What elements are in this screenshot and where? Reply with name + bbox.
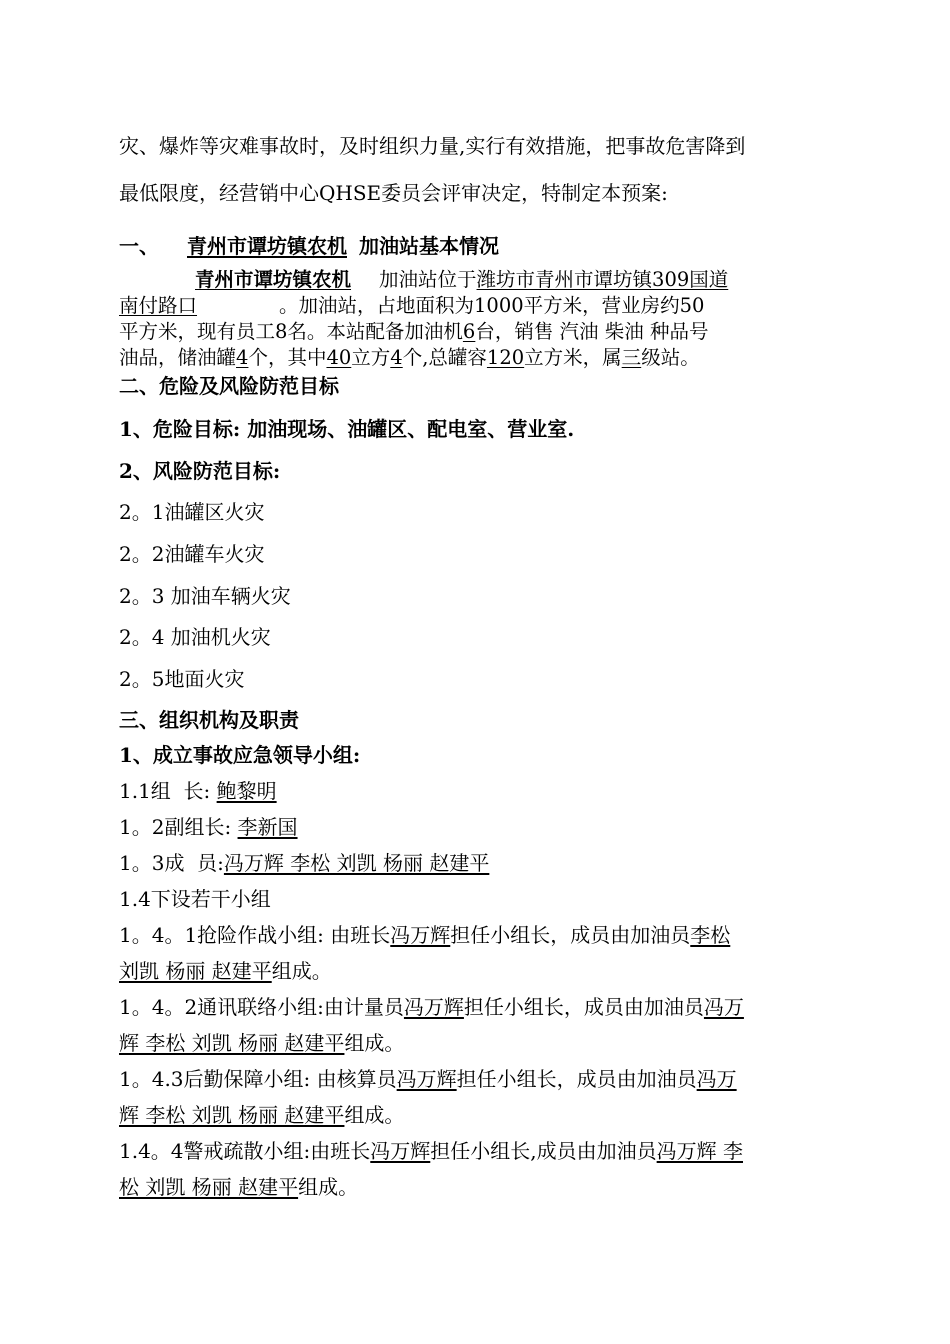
info-line-2 (119, 293, 704, 319)
leadership-group-heading: 1、成立事故应急领导小组: (119, 743, 361, 767)
group-1-members: 刘凯 杨丽 赵建平 (119, 959, 272, 983)
group-2-members: 辉 李松 刘凯 杨丽 赵建平 (119, 1031, 345, 1055)
info-pumps: 6 (462, 320, 476, 343)
info-address-1: 潍坊市青州市谭坊镇309国道 (476, 268, 729, 291)
group-1-role: 担任小组长，成员由加油员 (450, 923, 691, 947)
leader-line (119, 773, 277, 809)
info-belongs: 立方米，属 (524, 346, 622, 369)
group-3-label: 1。4.3后勤保障小组: 由核算员 (119, 1067, 397, 1091)
section-1-heading (119, 228, 499, 264)
leader-name: 鲍黎明 (216, 779, 277, 803)
deputy-name: 李新国 (237, 815, 298, 839)
danger-targets: 1、危险目标: 加油现场、油罐区、配电室、营业室. (119, 417, 575, 441)
info-grade: 三 (621, 346, 642, 369)
group-1-line-2 (119, 953, 332, 989)
group-3-line-2 (119, 1097, 404, 1133)
group-1-label: 1。4。1抢险作战小组: 由班长 (119, 923, 391, 947)
risk-item: 2。3 加油车辆火灾 (119, 584, 291, 608)
info-among: 个，其中 (248, 346, 327, 369)
intro-line-1: 灾、爆炸等灾难事故时，及时组织力量,实行有效措施，把事故危害降到 (119, 134, 746, 158)
section-2-heading: 二、危险及风险防范目标 (119, 374, 339, 398)
section-3-heading: 三、组织机构及职责 (119, 708, 299, 732)
group-2-role: 担任小组长，成员由加油员 (463, 995, 704, 1019)
group-1-end: 组成。 (271, 959, 332, 983)
info-line-3 (119, 319, 708, 345)
group-4-line-1 (119, 1133, 743, 1169)
group-2-line-2 (119, 1025, 404, 1061)
group-3-end: 组成。 (344, 1103, 405, 1127)
risk-item: 2。2油罐车火灾 (119, 542, 265, 566)
group-3-member: 冯万 (696, 1067, 737, 1091)
group-4-members: 松 刘凯 杨丽 赵建平 (119, 1175, 299, 1199)
group-2-label: 1。4。2通讯联络小组:由计量员 (119, 995, 404, 1019)
info-total: 120 (486, 346, 525, 369)
risk-item: 2。5地面火灾 (119, 667, 245, 691)
info-total-label: 个,总罐容 (402, 346, 487, 369)
section-1-prefix: 一、 (119, 234, 159, 258)
risk-item: 2。4 加油机火灾 (119, 625, 271, 649)
info-tanks-label: 油品，储油罐 (119, 346, 237, 369)
group-3-line-1 (119, 1061, 737, 1097)
group-1-leader: 冯万辉 (390, 923, 451, 947)
risk-item: 2。1油罐区火灾 (119, 500, 265, 524)
info-area: 。加油站，占地面积为1000平方米，营业房约50 (279, 294, 705, 317)
group-1-member: 李松 (690, 923, 731, 947)
intro-line-2: 最低限度，经营销中心QHSE委员会评审决定，特制定本预案: (119, 181, 668, 205)
group-1-line-1 (119, 917, 730, 953)
info-capacity: 40 (326, 346, 352, 369)
group-2-member: 冯万 (703, 995, 744, 1019)
members-label: 1。3成 员: (119, 851, 224, 875)
info-station-name: 青州市谭坊镇农机 (195, 268, 352, 291)
info-located: 加油站位于 (379, 268, 477, 291)
group-2-leader: 冯万辉 (403, 995, 464, 1019)
group-3-role: 担任小组长，成员由加油员 (456, 1067, 697, 1091)
group-4-role: 担任小组长,成员由加油员 (430, 1139, 657, 1163)
group-2-end: 组成。 (344, 1031, 405, 1055)
members-names: 冯万辉 李松 刘凯 杨丽 赵建平 (223, 851, 490, 875)
deputy-line (119, 809, 298, 845)
subgroups-line: 1.4下设若干小组 (119, 887, 271, 911)
info-count: 4 (390, 346, 403, 369)
section-1-suffix: 加油站基本情况 (359, 234, 499, 258)
info-staff: 平方米，现有员工8名。本站配备加油机 (119, 320, 463, 343)
group-2-line-1 (119, 989, 744, 1025)
risk-targets-heading: 2、风险防范目标: (119, 459, 281, 483)
station-name: 青州市谭坊镇农机 (187, 234, 347, 258)
group-4-end: 组成。 (298, 1175, 359, 1199)
info-line-1 (119, 267, 728, 293)
info-sales: 台，销售 汽油 柴油 种品号 (475, 320, 709, 343)
info-address-2: 南付路口 (119, 294, 198, 317)
group-4-leader: 冯万辉 (370, 1139, 431, 1163)
info-grade-suffix: 级站。 (641, 346, 700, 369)
group-4-label: 1.4。4警戒疏散小组:由班长 (119, 1139, 371, 1163)
group-3-leader: 冯万辉 (396, 1067, 457, 1091)
info-tanks: 4 (236, 346, 249, 369)
members-line (119, 845, 489, 881)
info-cubic: 立方 (351, 346, 391, 369)
leader-label: 1.1组 长: (119, 779, 211, 803)
group-4-line-2 (119, 1169, 358, 1205)
group-4-member: 冯万辉 李 (656, 1139, 743, 1163)
deputy-label: 1。2副组长: (119, 815, 232, 839)
group-3-members: 辉 李松 刘凯 杨丽 赵建平 (119, 1103, 345, 1127)
